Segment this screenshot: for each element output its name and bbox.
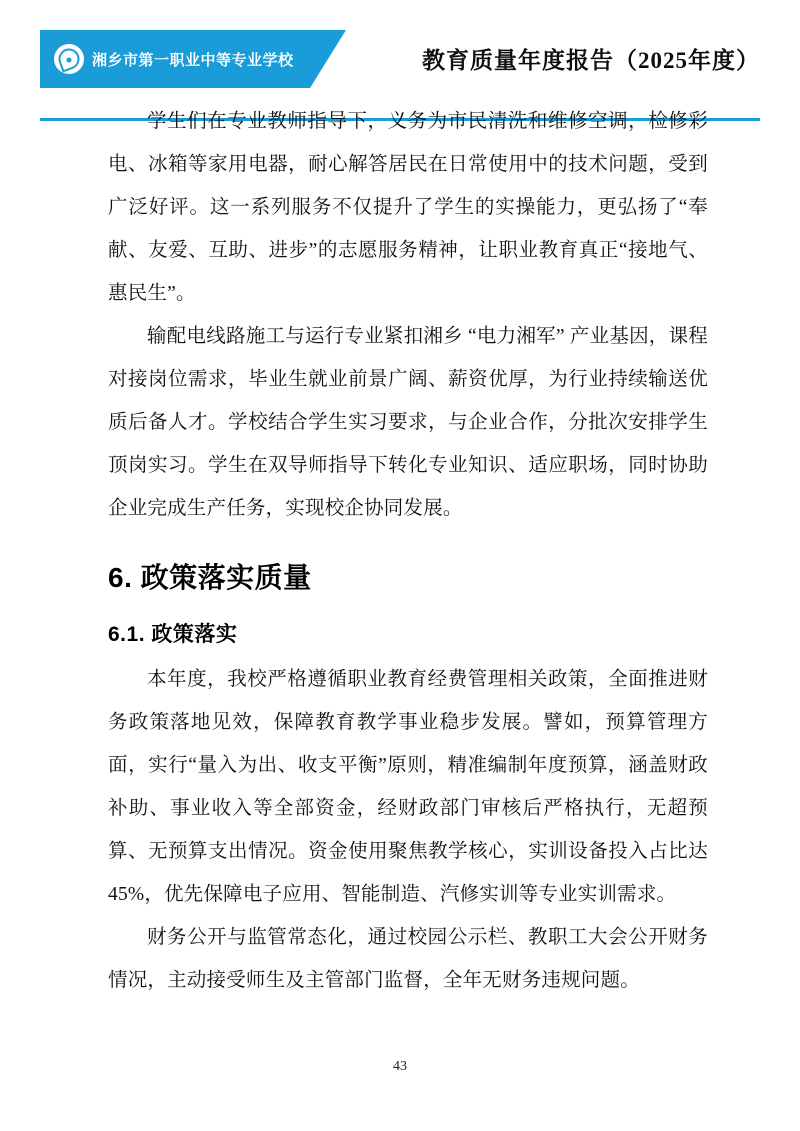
- subsection-heading: 6.1. 政策落实: [108, 623, 238, 646]
- document-body: [108, 100, 708, 1002]
- paragraph: 输配电线路施工与运行专业紧扣湘乡 “电力湘军” 产业基因，课程对接岗位需求，毕业生就业前景广阔、薪资优厚，为行业持续输送优质后备人才。学校结合学生实习要求，与企业合作，分批次安排学生顶岗实习。学生在双导师指导下转化专业知识、适应职场，同时协助企业完成生产任务，实现校企协同发展。: [108, 326, 708, 519]
- page-number: 43: [393, 1059, 407, 1074]
- header-school-band: [40, 30, 310, 88]
- page-header: [0, 30, 800, 98]
- header-band-taper: [310, 30, 346, 88]
- report-title: 教育质量年度报告（2025年度）: [422, 48, 760, 73]
- paragraph: 学生们在专业教师指导下，义务为市民清洗和维修空调，检修彩电、冰箱等家用电器，耐心解答居民在日常使用中的技术问题，受到广泛好评。这一系列服务不仅提升了学生的实操能力，更弘扬了“奉献、友爱、互助、进步”的志愿服务精神，让职业教育真正“接地气、惠民生”。: [108, 111, 708, 304]
- paragraph: 本年度，我校严格遵循职业教育经费管理相关政策，全面推进财务政策落地见效，保障教育教学事业稳步发展。譬如，预算管理方面，实行“量入为出、收支平衡”原则，精准编制年度预算，涵盖财政补助、事业收入等全部资金，经财政部门审核后严格执行，无超预算、无预算支出情况。资金使用聚焦教学核心，实训设备投入占比达 45%，优先保障电子应用、智能制造、汽修实训等专业实训需求。: [108, 669, 708, 905]
- school-name: 湘乡市第一职业中等专业学校: [92, 51, 294, 69]
- school-emblem-icon: [54, 44, 84, 74]
- section-heading: 6. 政策落实质量: [108, 562, 312, 593]
- paragraph: 财务公开与监管常态化，通过校园公示栏、教职工大会公开财务情况，主动接受师生及主管部门监督，全年无财务违规问题。: [108, 927, 708, 991]
